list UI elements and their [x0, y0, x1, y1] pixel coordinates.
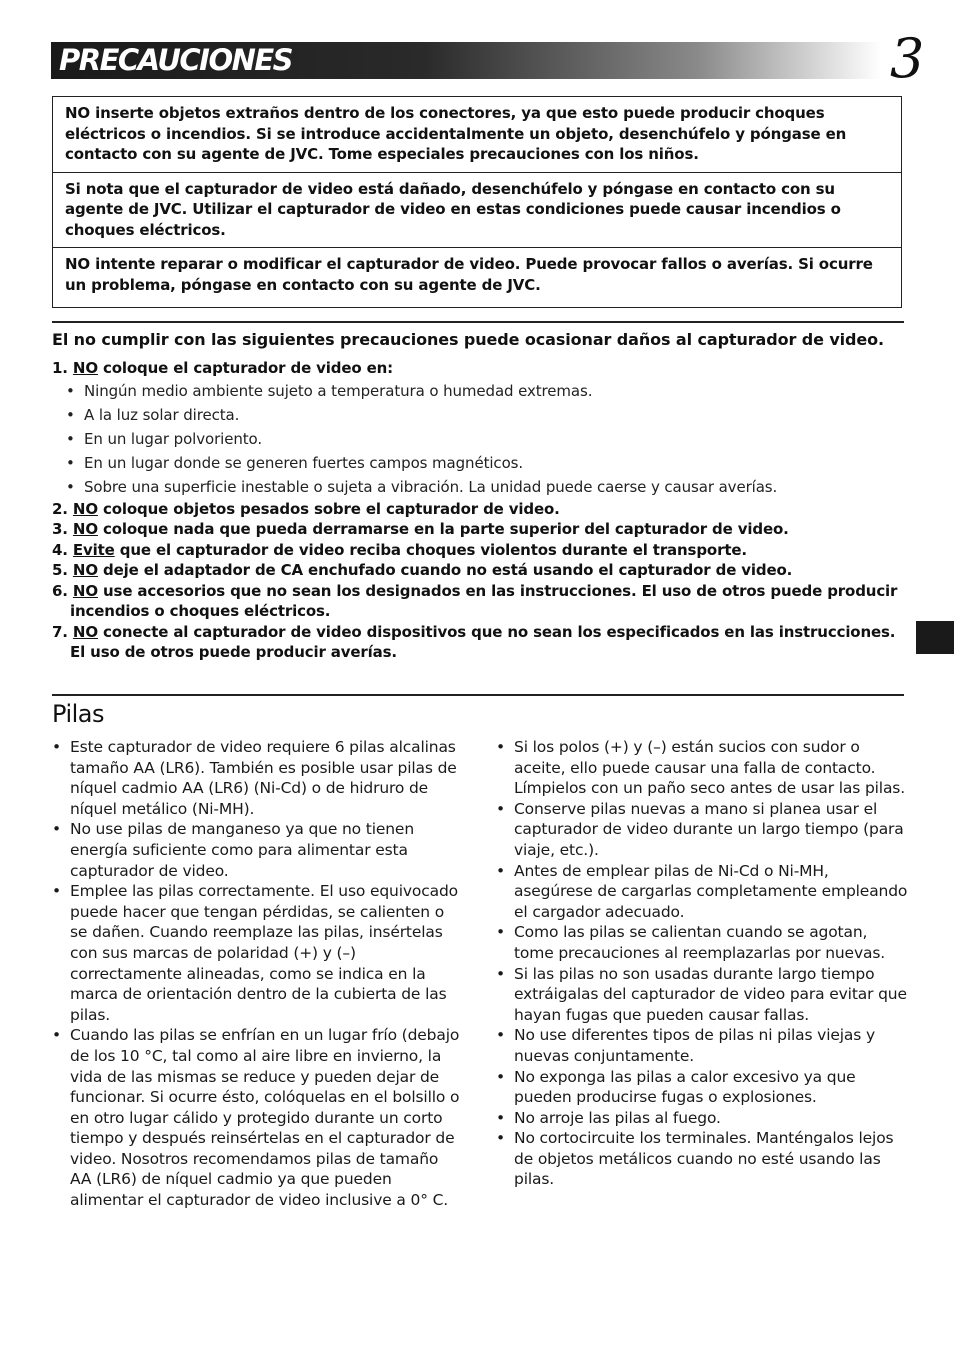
precaution-item: 7. NO conecte al capturador de video dispositivos que no sean los especificados en las instrucciones. El uso de otros puede producir averías.	[52, 622, 896, 661]
placement-item: • En un lugar polvoriento.	[66, 429, 263, 448]
warning-item: Si nota que el capturador de video está dañado, desenchúfelo y póngase en contacto con su agente de JVC. Utilizar el capturador de video en estas condiciones puede causar incendios o choques eléctricos.	[53, 173, 901, 249]
precaution-item: 6. NO use accesorios que no sean los designados en las instrucciones. El uso de otros puede producir incendios o choques eléctricos.	[52, 581, 898, 620]
warning-item: NO intente reparar o modificar el capturador de video. Puede provocar fallos o averías. Si ocurre un problema, póngase en contacto con su agente de JVC.	[65, 255, 873, 294]
placement-item: • Sobre una superficie inestable o sujeta a vibración. La unidad puede caerse y causar averías.	[66, 477, 778, 496]
batteries-title: Pilas	[52, 700, 104, 728]
precautions-list	[52, 358, 904, 663]
precaution-item: 5. NO deje el adaptador de CA enchufado cuando no está usando el capturador de video.	[52, 561, 793, 579]
battery-note: • Como las pilas se calientan cuando se agotan, tome precauciones al reemplazarlas por nuevas.	[496, 923, 886, 962]
battery-note: • Antes de emplear pilas de Ni-Cd o Ni-MH, asegúrese de cargarlas completamente empleando el cargador adecuado.	[496, 861, 908, 921]
warning-box	[52, 96, 902, 308]
section-title: PRECAUCIONES	[59, 43, 293, 77]
warning-item: NO inserte objetos extraños dentro de los conectores, ya que esto puede producir choques eléctricos o incendios. Si se introduce accidentalmente un objeto, desenchúfelo y póngase en contacto con su agente de JVC. Tome especiales precauciones con los niños.	[53, 97, 901, 173]
batteries-right-column	[496, 737, 908, 1190]
placement-item: • A la luz solar directa.	[66, 405, 240, 424]
battery-note: • Si las pilas no son usadas durante largo tiempo extráigalas del capturador de video para evitar que hayan fugas que pueden causar fallas.	[496, 964, 907, 1024]
precaution-item: 3. NO coloque nada que pueda derramarse en la parte superior del capturador de video.	[52, 520, 789, 538]
precautions-lead: El no cumplir con las siguientes precauciones puede ocasionar daños al capturador de video.	[52, 330, 885, 349]
battery-note: • No use diferentes tipos de pilas ni pilas viejas y nuevas conjuntamente.	[496, 1026, 875, 1065]
batteries-left-column	[52, 737, 464, 1211]
precaution-item: 4. Evite que el capturador de video reciba choques violentos durante el transporte.	[52, 540, 747, 559]
battery-note: • Cuando las pilas se enfrían en un lugar frío (debajo de los 10 °C, tal como al aire libre en invierno, la vida de las mismas se reduce y pueden dejar de funcionar. Si ocurre ésto, colóquelas en el bolsillo o en otro lugar cálido y protegido durante un corto tiempo y después reinsértelas en el capturador de video. Nosotros recomendamos pilas de tamaño AA (LR6) de níquel cadmio ya que pueden alimentar el capturador de video inclusive a 0° C.	[52, 1026, 460, 1210]
battery-note: • Emplee las pilas correctamente. El uso equivocado puede hacer que tengan pérdidas, se calienten o se dañen. Cuando reemplaze las pilas, insértelas con sus marcas de polaridad (+) y (–) correctamente alineadas, como se indica en la marca de orientación dentro de la cubierta de las pilas.	[52, 882, 458, 1024]
battery-note: • No exponga las pilas a calor excesivo ya que pueden producirse fugas o explosiones.	[496, 1067, 856, 1107]
page-number: 3	[890, 27, 925, 90]
battery-note: • Este capturador de video requiere 6 pilas alcalinas tamaño AA (LR6). También es posible usar pilas de níquel cadmio AA (LR6) (Ni-Cd) o de hidruro de níquel metálico (Ni-MH).	[52, 738, 457, 818]
battery-note: • Conserve pilas nuevas a mano si planea usar el capturador de video durante un largo tiempo (para viaje, etc.).	[496, 799, 904, 859]
section-header-bar	[51, 42, 881, 79]
placement-item: • Ningún medio ambiente sujeto a temperatura o humedad extremas.	[66, 381, 593, 400]
precaution-item: 1. NO coloque el capturador de video en:	[52, 359, 394, 377]
divider	[52, 321, 904, 323]
precaution-item: 2. NO coloque objetos pesados sobre el capturador de video.	[52, 499, 560, 518]
battery-note: • No arroje las pilas al fuego.	[496, 1108, 721, 1127]
placement-item: • En un lugar donde se generen fuertes campos magnéticos.	[66, 453, 524, 472]
battery-note: • No use pilas de manganeso ya que no tienen energía suficiente como para alimentar esta capturador de video.	[52, 820, 414, 880]
chapter-tab	[916, 621, 954, 654]
divider	[52, 694, 904, 696]
battery-note: • Si los polos (+) y (–) están sucios con sudor o aceite, ello puede causar una falla de contacto. Límpielos con un paño seco antes de usar las pilas.	[496, 738, 906, 798]
battery-note: • No cortocircuite los terminales. Manténgalos lejos de objetos metálicos cuando no esté usando las pilas.	[496, 1129, 894, 1189]
